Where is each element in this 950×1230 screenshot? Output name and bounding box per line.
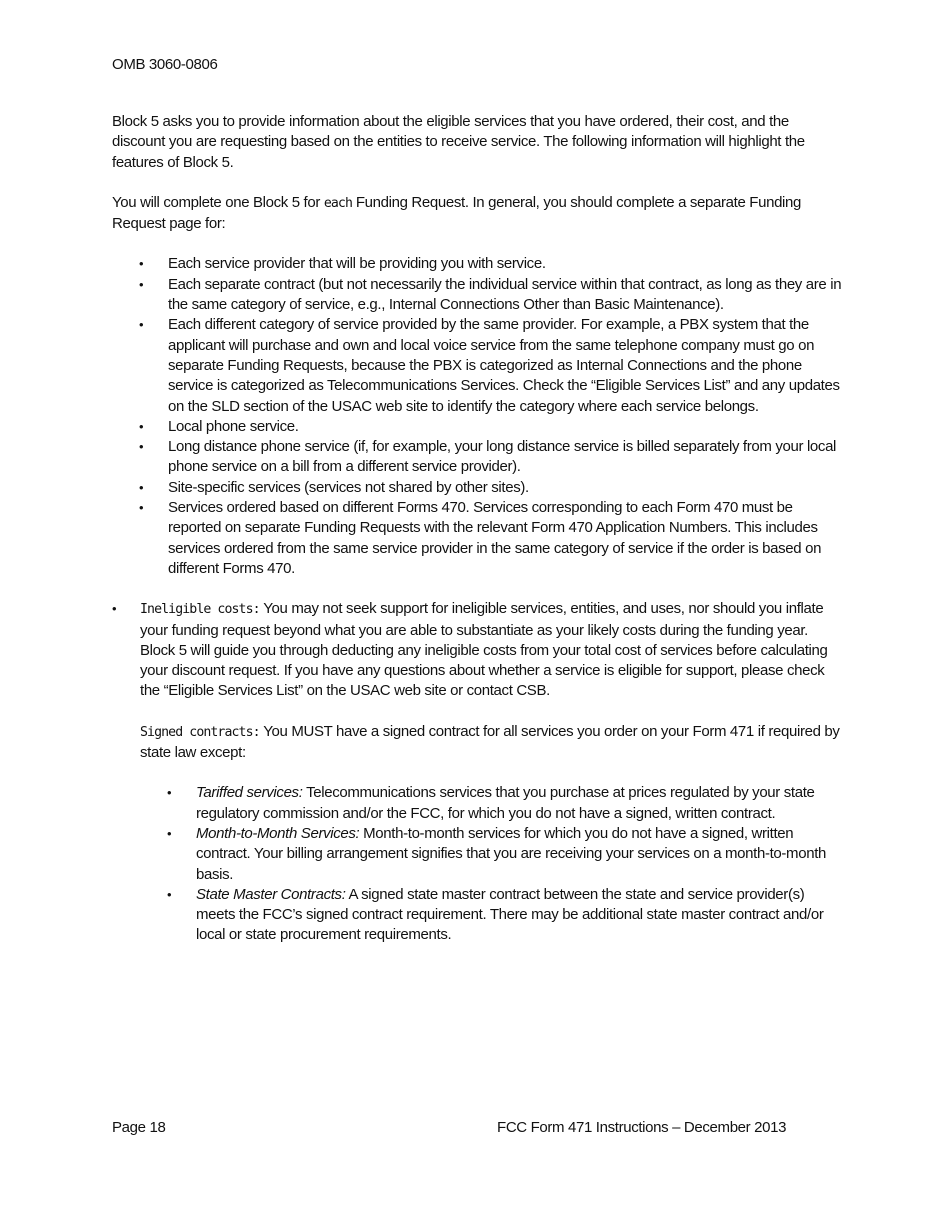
page-number: Page 18 — [112, 1119, 166, 1136]
exception-item-tariffed — [196, 783, 844, 824]
funding-request-list — [168, 254, 844, 579]
ineligible-costs-text: You may not seek support for ineligible services, entities, and uses, nor should you inflate your funding request beyond what you are able to substantiate as your likely costs during the funding year. Block 5 will guide you through deducting any ineligible costs from your total cost of services before calculating your discount request. If you have any questions about whether a service is eligible for support, please check the “Eligible Services List” on the USAC web site or contact CSB. — [140, 600, 828, 700]
each-emphasis: each — [323, 195, 353, 211]
ineligible-costs-paragraph — [140, 599, 844, 701]
omb-number: OMB 3060-0806 — [112, 56, 218, 73]
exception-term: Tariffed services: — [196, 784, 303, 802]
exception-term: Month-to-Month Services: — [196, 824, 360, 842]
intro-paragraph-1: Block 5 asks you to provide information about the eligible services that you have ordered, their cost, and the discount you are requesting based on the entities to receive service. The following information will highlight the features of Block 5. — [112, 113, 805, 171]
signed-contracts-text: You MUST have a signed contract for all services you order on your Form 471 if required by state law except: — [140, 722, 840, 762]
signed-contracts-paragraph — [140, 722, 844, 764]
exception-text: A signed state master contract between the state and service provider(s) meets the FCC’s signed contract requirement. There may be additional state master contract and/or local or state procurement requirements. — [196, 885, 824, 944]
exception-term: State Master Contracts: — [196, 885, 346, 903]
ineligible-costs-lead: Ineligible costs: — [140, 602, 260, 618]
list-item: • Each separate contract (but not necessarily the individual service within that contract, as long as they are in the same category of service, e.g., Internal Connections Other than Basic Maintenance). — [168, 275, 844, 316]
list-item: • Services ordered based on different Forms 470. Services corresponding to each Form 470 must be reported on separate Funding Requests with the relevant Form 470 Application Numbers. This includes services ordered from the same service provider in the same category of service if the order is based on different Forms 470. — [168, 498, 844, 579]
exception-item-month-to-month — [196, 824, 844, 885]
list-item: • Local phone service. — [168, 417, 844, 437]
exception-text: Telecommunications services that you purchase at prices regulated by your state regulatory commission and/or the FCC, for which you do not have a signed, written contract. — [196, 784, 815, 822]
signed-contracts-lead: Signed contracts: — [140, 724, 260, 740]
exception-item-state-master — [196, 885, 844, 946]
ineligible-costs-item — [140, 599, 844, 945]
intro-paragraph-2-end: Funding Request. In general, you should complete a separate Funding Request page for: — [112, 193, 802, 233]
exception-text: Month-to-month services for which you do not have a signed, written contract. Your billing arrangement signifies that you are receiving your services on a month-to-month basis. — [196, 824, 826, 883]
list-item: • Long distance phone service (if, for example, your long distance service is billed separately from your local phone service on a bill from a different service provider). — [168, 437, 844, 478]
intro-paragraph-2-start: You will complete one Block 5 for — [112, 193, 324, 211]
cost-rules-list — [140, 599, 844, 945]
page-body — [112, 112, 844, 946]
contract-exceptions-list — [196, 783, 844, 945]
list-item: • Each service provider that will be providing you with service. — [168, 254, 844, 274]
list-item: • Each different category of service provided by the same provider. For example, a PBX system that the applicant will purchase and own and local voice service from the same telephone company must go on separate Funding Requests, because the PBX is categorized as Internal Connections and the phone service is categorized as Telecommunications Services. Check the “Eligible Services List” and any updates on the SLD section of the USAC web site to identify the category where each service belongs. — [168, 315, 844, 416]
list-item: • Site-specific services (services not shared by other sites). — [168, 478, 844, 498]
intro-paragraph-2 — [112, 193, 844, 235]
document-title: FCC Form 471 Instructions – December 2013 — [497, 1119, 787, 1136]
